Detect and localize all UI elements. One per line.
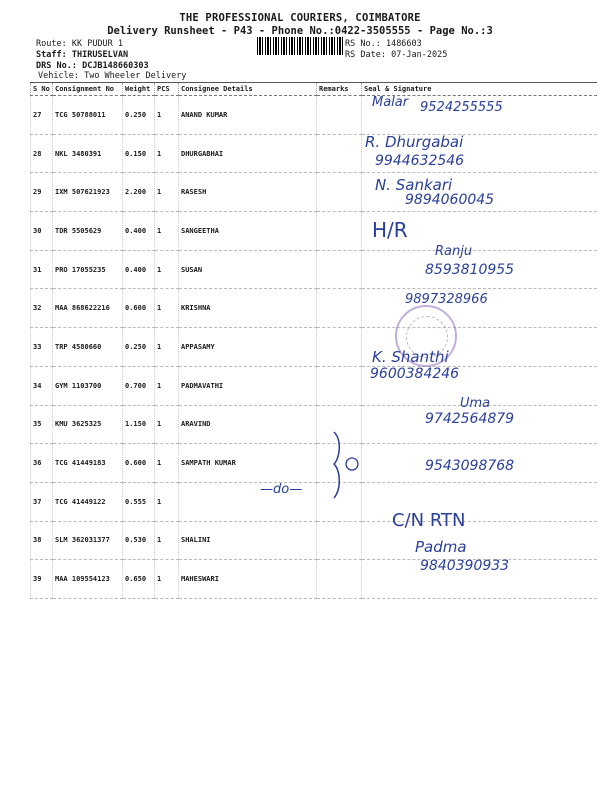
cell-sno: 31: [31, 250, 53, 289]
cell-signature: [362, 405, 597, 444]
handwriting: N. Sankari: [375, 176, 453, 194]
runsheet-table: [30, 82, 596, 599]
cell-pcs: 1: [155, 173, 179, 212]
cell-sno: 28: [31, 134, 53, 173]
cell-pcs: 1: [155, 250, 179, 289]
col-header-signature: Seal & Signature: [362, 83, 597, 96]
cell-weight: 0.700: [123, 366, 155, 405]
cell-sno: 35: [31, 405, 53, 444]
rs-date-value: 07-Jan-2025: [391, 50, 448, 60]
handwriting: 9840390933: [420, 558, 510, 574]
cell-remarks: [317, 289, 362, 328]
cell-consignment: TCG 41449122: [53, 482, 123, 521]
col-header-consignment: Consignment No: [53, 83, 123, 96]
cell-signature: [362, 250, 597, 289]
runsheet-title-left: Delivery Runsheet - P43 - Phone No.:0422-3505555 - Page No.:3: [107, 25, 493, 37]
drs-value: DCJB148660303: [82, 61, 149, 71]
table-row: [31, 328, 597, 367]
company-title: THE PROFESSIONAL COURIERS, COIMBATORE: [179, 12, 421, 24]
handwriting: Uma: [460, 396, 491, 411]
handwriting: C/N RTN: [392, 510, 466, 531]
handwriting: 9543098768: [425, 458, 515, 474]
table-row: [31, 405, 597, 444]
cell-consignment: TCG 41449183: [53, 444, 123, 483]
cell-pcs: 1: [155, 521, 179, 560]
cell-consignee: PADMAVATHI: [179, 366, 317, 405]
ditto-bracket-drawing: [320, 430, 370, 500]
handwriting: 9897328966: [405, 292, 488, 307]
handwriting: H/R: [372, 218, 408, 242]
cell-pcs: 1: [155, 444, 179, 483]
cell-signature: [362, 560, 597, 599]
cell-consignment: TCG 50788011: [53, 96, 123, 135]
route-value: KK PUDUR 1: [71, 39, 124, 49]
cell-signature: [362, 482, 597, 521]
cell-consignee: DHURGABHAI: [179, 134, 317, 173]
cell-pcs: 1: [155, 405, 179, 444]
cell-consignee: SAMPATH KUMAR: [179, 444, 317, 483]
cell-consignment: SLM 362031377: [53, 521, 123, 560]
table-row: [31, 366, 597, 405]
cell-consignment: PRO 17055235: [53, 250, 123, 289]
seal-stamp: [395, 305, 457, 367]
table-header-row: [31, 83, 597, 96]
cell-weight: 0.555: [123, 482, 155, 521]
table-row: [31, 212, 597, 251]
cell-consignment: TDR 5505629: [53, 212, 123, 251]
cell-weight: 0.650: [123, 560, 155, 599]
cell-sno: 37: [31, 482, 53, 521]
cell-sno: 34: [31, 366, 53, 405]
table-row: [31, 560, 597, 599]
cell-consignment: IXM 507621923: [53, 173, 123, 212]
cell-weight: 1.150: [123, 405, 155, 444]
cell-signature: [362, 521, 597, 560]
cell-consignment: TRP 4580660: [53, 328, 123, 367]
barcode: [257, 37, 343, 55]
cell-consignee: MAHESWARI: [179, 560, 317, 599]
handwriting: Ranju: [435, 244, 473, 259]
cell-signature: [362, 212, 597, 251]
cell-signature: [362, 134, 597, 173]
cell-remarks: [317, 173, 362, 212]
cell-pcs: 1: [155, 96, 179, 135]
handwriting: —do—: [260, 482, 303, 497]
cell-weight: 0.530: [123, 521, 155, 560]
col-header-consignee: Consignee Details: [179, 83, 317, 96]
cell-consignee: ANAND KUMAR: [179, 96, 317, 135]
rs-date-label: RS Date:: [345, 50, 386, 60]
handwriting: Malar: [372, 95, 409, 110]
cell-sno: 32: [31, 289, 53, 328]
cell-consignee: APPASAMY: [179, 328, 317, 367]
cell-remarks: [317, 250, 362, 289]
table-row: [31, 250, 597, 289]
cell-consignment: GYM 1103700: [53, 366, 123, 405]
cell-signature: [362, 366, 597, 405]
col-header-weight: Weight: [123, 83, 155, 96]
cell-signature: [362, 289, 597, 328]
staff-label: Staff:: [36, 50, 67, 60]
vehicle-value: Two Wheeler Delivery: [84, 71, 187, 81]
handwriting: Padma: [415, 538, 467, 556]
cell-consignment: NKL 3480391: [53, 134, 123, 173]
table-row: [31, 173, 597, 212]
cell-weight: 0.250: [123, 96, 155, 135]
drs-label: DRS No.:: [36, 61, 77, 71]
cell-signature: [362, 96, 597, 135]
cell-weight: 0.600: [123, 289, 155, 328]
staff-value: THIRUSELVAN: [71, 50, 129, 60]
rs-no-value: 1486603: [385, 39, 422, 49]
meta-left: [36, 39, 149, 72]
vehicle-line: [38, 71, 186, 81]
cell-pcs: 1: [155, 289, 179, 328]
cell-sno: 38: [31, 521, 53, 560]
handwriting: 9944632546: [375, 153, 465, 169]
table-row: [31, 96, 597, 135]
cell-remarks: [317, 328, 362, 367]
cell-signature: [362, 173, 597, 212]
table-row: [31, 444, 597, 483]
col-header-remarks: Remarks: [317, 83, 362, 96]
cell-sno: 39: [31, 560, 53, 599]
cell-sno: 33: [31, 328, 53, 367]
cell-consignee: ARAVIND: [179, 405, 317, 444]
cell-consignment: KMU 3625325: [53, 405, 123, 444]
cell-sno: 27: [31, 96, 53, 135]
cell-pcs: 1: [155, 366, 179, 405]
col-header-sno: S No: [31, 83, 53, 96]
cell-sno: 30: [31, 212, 53, 251]
table-row: [31, 134, 597, 173]
cell-remarks: [317, 366, 362, 405]
cell-weight: 0.150: [123, 134, 155, 173]
runsheet-subtitle: [0, 25, 600, 37]
cell-pcs: 1: [155, 482, 179, 521]
handwriting: K. Shanthi: [372, 348, 449, 366]
cell-consignee: KRISHNA: [179, 289, 317, 328]
cell-consignee: [179, 482, 317, 521]
handwriting: 9742564879: [425, 411, 515, 427]
cell-consignee: SANGEETHA: [179, 212, 317, 251]
cell-pcs: 1: [155, 328, 179, 367]
cell-sno: 36: [31, 444, 53, 483]
handwriting: 9524255555: [420, 100, 503, 115]
cell-consignment: MAA 868622216: [53, 289, 123, 328]
cell-signature: [362, 444, 597, 483]
cell-weight: 0.400: [123, 250, 155, 289]
cell-remarks: [317, 134, 362, 173]
cell-remarks: [317, 96, 362, 135]
vehicle-label: Vehicle:: [38, 71, 79, 81]
rs-no-label: RS No.:: [345, 39, 381, 49]
cell-remarks: [317, 521, 362, 560]
meta-right: [345, 39, 447, 61]
table-row: [31, 482, 597, 521]
cell-remarks: [317, 212, 362, 251]
handwriting: 9894060045: [405, 192, 495, 208]
col-header-pcs: PCS: [155, 83, 179, 96]
handwriting: 8593810955: [425, 262, 515, 278]
table-row: [31, 521, 597, 560]
cell-consignment: MAA 109554123: [53, 560, 123, 599]
cell-weight: 2.200: [123, 173, 155, 212]
cell-sno: 29: [31, 173, 53, 212]
cell-pcs: 1: [155, 212, 179, 251]
route-label: Route:: [36, 39, 67, 49]
cell-pcs: 1: [155, 134, 179, 173]
cell-weight: 0.400: [123, 212, 155, 251]
table-row: [31, 289, 597, 328]
cell-consignee: SUSAN: [179, 250, 317, 289]
cell-consignee: RASESH: [179, 173, 317, 212]
handwriting: 9600384246: [370, 366, 460, 382]
cell-remarks: [317, 560, 362, 599]
cell-weight: 0.600: [123, 444, 155, 483]
cell-weight: 0.250: [123, 328, 155, 367]
cell-consignee: SHALINI: [179, 521, 317, 560]
handwriting: R. Dhurgabai: [365, 133, 464, 151]
cell-pcs: 1: [155, 560, 179, 599]
